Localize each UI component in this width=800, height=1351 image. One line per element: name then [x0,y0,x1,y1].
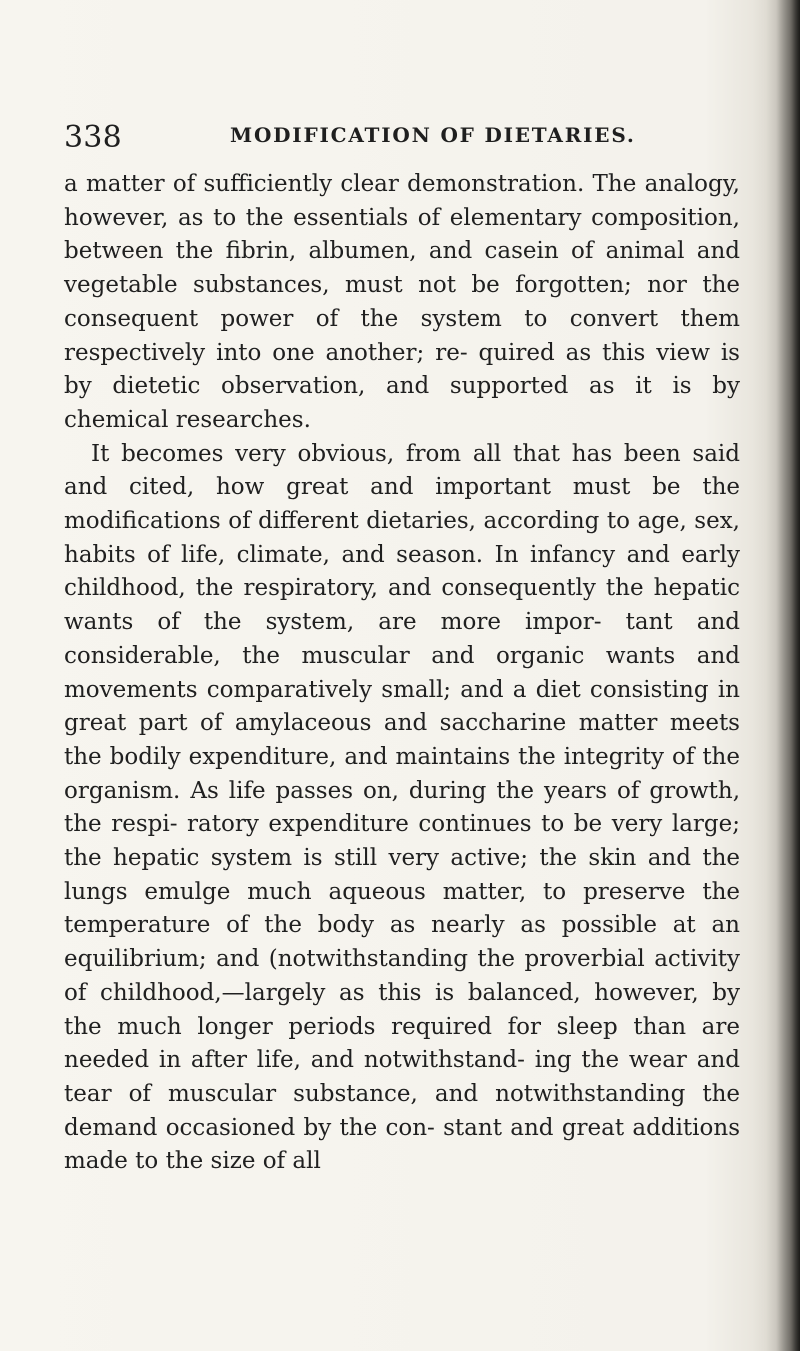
page-number: 338 [64,120,122,155]
paragraph-2: It becomes very obvious, from all that has been said and cited, how great and important must be the modifications of different dietaries, according to age, sex, habits of life, climate, and season. In infancy and early childhood, the respiratory, and consequently the hepatic wants of the system, are more impor- tant and considerable, the muscular and organic wants and movements comparatively small; and a diet consisting in great part of amylaceous and saccharine matter meets the bodily expenditure, and maintains the integrity of the organism. As life passes on, during the years of growth, the respi- ratory expenditure continues to be very large; the hepatic system is still very active; the skin and the lungs emulge much aqueous matter, to preserve the temperature of the body as nearly as possible at an equilibrium; and (notwithstanding the proverbial activity of childhood,—largely as this is balanced, however, by the much longer periods required for sleep than are needed in after life, and notwithstand- ing the wear and tear of muscular substance, and notwithstanding the demand occasioned by the con- stant and great additions made to the size of all [64,440,740,1175]
running-title: MODIFICATION OF DIETARIES. [230,123,636,147]
paragraph-1: a matter of sufficiently clear demonstration. The analogy, however, as to the essentials of elementary composition, between the fibrin, albumen, and casein of animal and vegetable substances, must not be forgotten; nor the consequent power of the system to convert them respectively into one another; re- quired as this view is by dietetic observation, and supported as it is by chemical researches. [64,171,740,433]
book-spine-shadow [766,0,800,1351]
page-text [64,168,740,1179]
page-header [64,120,740,160]
